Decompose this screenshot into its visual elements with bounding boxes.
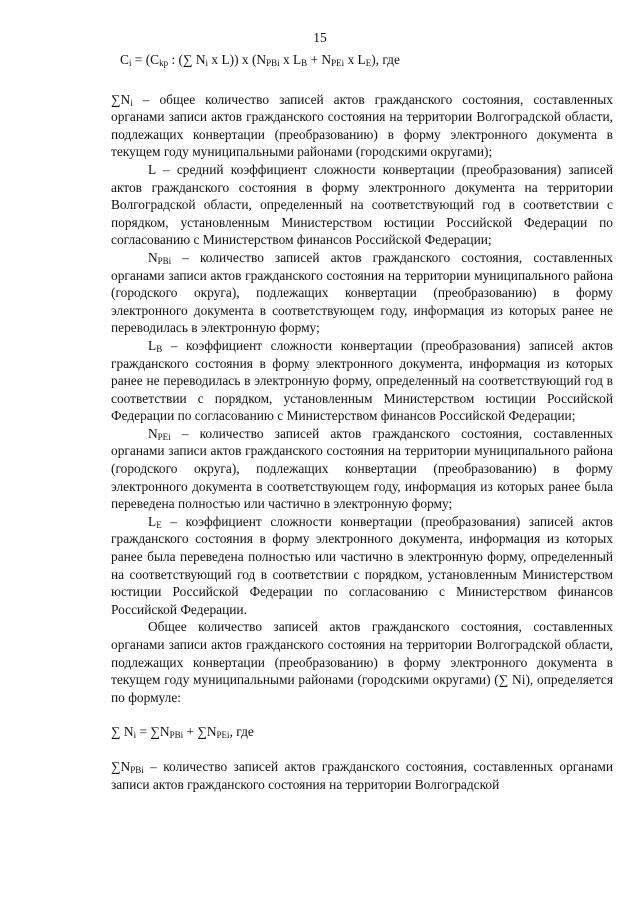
definition-npei: $N_{PEi}$ – количество записей актов гражданского состояния, составленных органами записи актов гражданского состояния на территории муниципального района (городского округа), подлежащих конвертации (преобразованию) в форму электронного документа в соответствующем году, информация из которых ранее была переведена полностью или частично в электронную форму; (111, 425, 613, 512)
formula-ci: $C_i = (C_{kp}$ : (∑ $N_i$ x L)) x ($N_{PBi}$ x $L_B + N_{PEi}$ x $L_E$), где (120, 52, 400, 68)
definition-lb: $L_B$ – коэффициент сложности конвертации (преобразования) записей актов гражданского состояния в форму электронного документа, информация из которых ранее не переводилась в электронную форму, определенный на соответствующий год в соответствии с порядком, установленным Министерством юстиции Российской Федерации по согласованию с Министерством финансов Российской Федерации; (111, 337, 613, 424)
formula-sum-ni: ∑ $N_i = \sum N_{PBi} + \sum N_{PEi}$, где (111, 724, 254, 741)
definition-l: L – средний коэффициент сложности конвертации (преобразования) записей актов гражданского состояния в форму электронного документа на территории Волгоградской области, определенный на соответствующий год в соответствии с порядком, установленным Министерством юстиции Российской Федерации по согласованию с Министерством финансов Российской Федерации; (111, 161, 613, 248)
definition-sum-ni: $\sum N_i$ – общее количество записей актов гражданского состояния, составленных органами записи актов гражданского состояния на территории Волгоградской области, подлежащих конвертации (преобразованию) в форму электронного документа в текущем году муниципальными районами (городскими округами); (111, 91, 613, 160)
general-count-paragraph: Общее количество записей актов гражданского состояния, составленных органами записи актов гражданского состояния на территории Волгоградской области, подлежащих конвертации (преобразованию) в форму электронного документа в текущем году муниципальными районами (городскими округами) (∑ Ni), определяется по формуле: (111, 619, 613, 705)
document-body (111, 51, 613, 793)
definition-npbi: $N_{PBi}$ – количество записей актов гражданского состояния, составленных органами записи актов гражданского состояния на территории муниципального района (городского округа), подлежащих конвертации (преобразованию) в форму электронного документа в соответствующем году, информация из которых ранее не переводилась в электронную форму; (111, 249, 613, 336)
definition-le: $L_E$ – коэффициент сложности конвертации (преобразования) записей актов гражданского состояния в форму электронного документа, информация из которых ранее была переведена полностью или частично в электронную форму, определенный на соответствующий год в соответствии с порядком, установленным Министерством юстиции Российской Федерации по согласованию с Министерством финансов Российской Федерации. (111, 513, 613, 617)
definition-sum-npbi: $\sum N_{PBi}$ – количество записей актов гражданского состояния, составленных органами записи актов гражданского состояния на территории Волгоградской (111, 758, 613, 792)
page-number: 15 (313, 30, 327, 45)
